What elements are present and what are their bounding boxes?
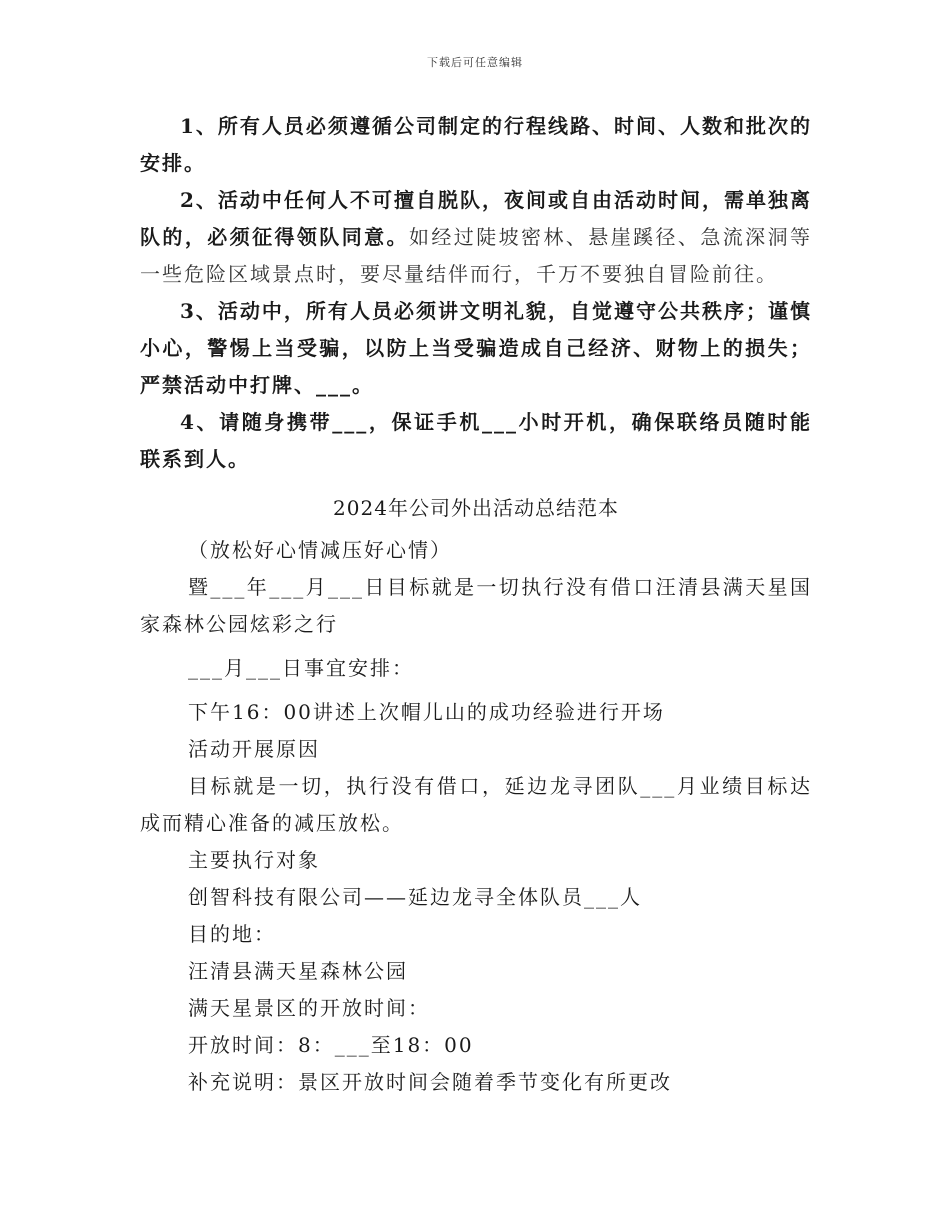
document-body [140, 108, 812, 1101]
page-header-note: 下载后可任意编辑 [427, 56, 523, 69]
summary-line-reason-heading: 活动开展原因 [188, 737, 320, 761]
rule-3-text: 3、活动中，所有人员必须讲文明礼貌，自觉遵守公共秩序；谨慎小心，警惕上当受骗，以防上当受骗造成自己经济、财物上的损失；严禁活动中打牌、___。 [140, 299, 812, 397]
summary-target-heading: 主要执行对象 [188, 848, 320, 872]
rule-paragraph-4 [140, 404, 812, 478]
summary-hours-heading: 满天星景区的开放时间： [188, 996, 430, 1020]
rule-paragraph-3 [140, 293, 812, 404]
rule-paragraph-1 [140, 108, 812, 182]
summary-intro: 暨___年___月___日目标就是一切执行没有借口汪清县满天星国家森林公园炫彩之行 [140, 575, 812, 636]
summary-schedule: ___月___日事宜安排： [188, 656, 414, 680]
rule-2-note: 如经过陡坡密林、悬崖蹊径、急流深洞等一些危险区域景点时，要尽量结伴而行，千万不要独自冒险前往。 [140, 225, 813, 286]
summary-reason: 目标就是一切，执行没有借口，延边龙寻团队___月业绩目标达成而精心准备的减压放松。 [140, 774, 812, 835]
summary-line-opening: 下午16：00讲述上次帽儿山的成功经验进行开场 [188, 700, 665, 724]
summary-target-value: 创智科技有限公司——延边龙寻全体队员___人 [188, 885, 642, 909]
rule-1-text: 1、所有人员必须遵循公司制定的行程线路、时间、人数和批次的安排。 [140, 114, 812, 175]
summary-title: 2024年公司外出活动总结范本 [333, 496, 619, 520]
summary-note: 补充说明：景区开放时间会随着季节变化有所更改 [188, 1070, 672, 1094]
rule-paragraph-2 [140, 182, 812, 293]
summary-destination-value: 汪清县满天星森林公园 [188, 959, 408, 983]
rule-2-text: 2、活动中任何人不可擅自脱队，夜间或自由活动时间，需单独离队的，必须征得领队同意。 [140, 188, 812, 249]
summary-hours-value: 开放时间：8：___至18：00 [188, 1033, 474, 1057]
summary-subtitle: （放松好心情减压好心情） [188, 538, 452, 562]
rule-4-text: 4、请随身携带___，保证手机___小时开机，确保联络员随时能联系到人。 [140, 410, 812, 471]
summary-destination-heading: 目的地： [188, 922, 276, 946]
